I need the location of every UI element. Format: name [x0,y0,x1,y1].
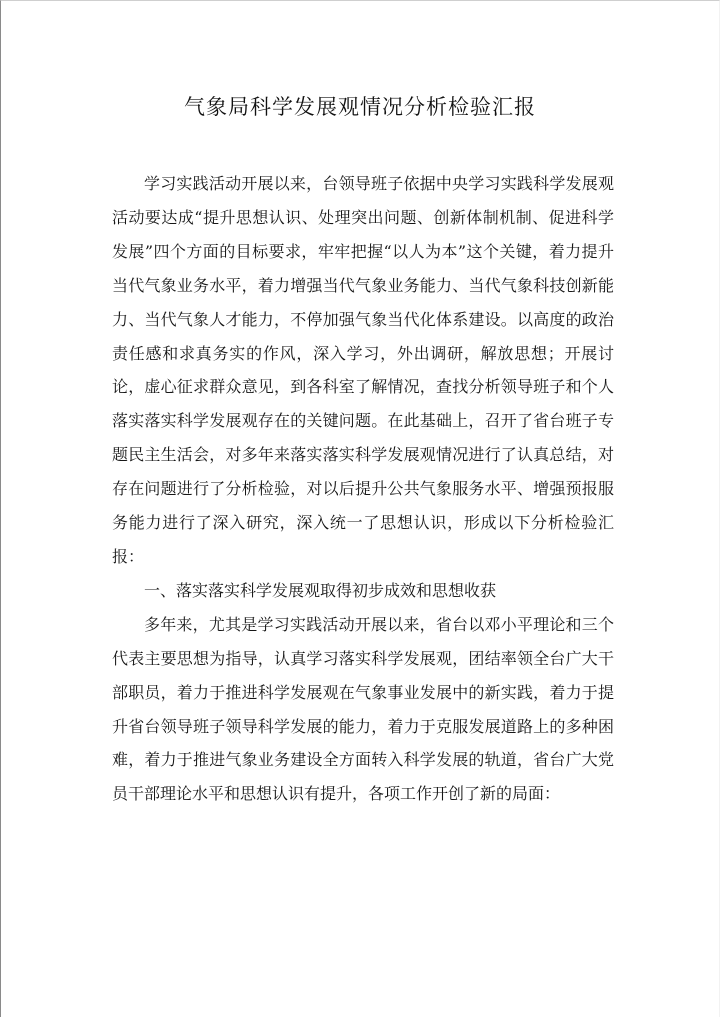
document-title: 气象局科学发展观情况分析检验汇报 [184,95,536,119]
paragraph-intro: 学习实践活动开展以来，台领导班子依据中央学习实践科学发展观活动要达成“提升思想认识、处理突出问题、创新体制机制、促进科学发展”四个方面的目标要求，牢牢把握“以人为本”这个关键，着力提升当代气象业务水平，着力增强当代气象业务能力、当代气象科技创新能力、当代气象人才能力，不停加强气象当代化体系建设。以高度的政治责任感和求真务实的作风，深入学习，外出调研，解放思想；开展讨论，虚心征求群众意见，到各科室了解情况，查找分析领导班子和个人落实落实科学发展观存在的关键问题。在此基础上，召开了省台班子专题民主生活会，对多年来落实落实科学发展观情况进行了认真总结，对存在问题进行了分析检验，对以后提升公共气象服务水平、增强预报服务能力进行了深入研究，深入统一了思想认识，形成以下分析检验汇报： [112,174,614,566]
document-body [112,167,614,811]
section-heading-1: 一、落实落实科学发展观取得初步成效和思想收获 [144,580,497,600]
paragraph-section-1: 多年来，尤其是学习实践活动开展以来，省台以邓小平理论和三个代表主要思想为指导，认真学习落实科学发展观，团结率领全台广大干部职员，着力于推进科学发展观在气象事业发展中的新实践，着力于提升省台领导班子领导科学发展的能力，着力于克服发展道路上的多种困难，着力于推进气象业务建设全方面转入科学发展的轨道，省台广大党员干部理论水平和思想认识有提升，各项工作开创了新的局面： [112,614,614,804]
